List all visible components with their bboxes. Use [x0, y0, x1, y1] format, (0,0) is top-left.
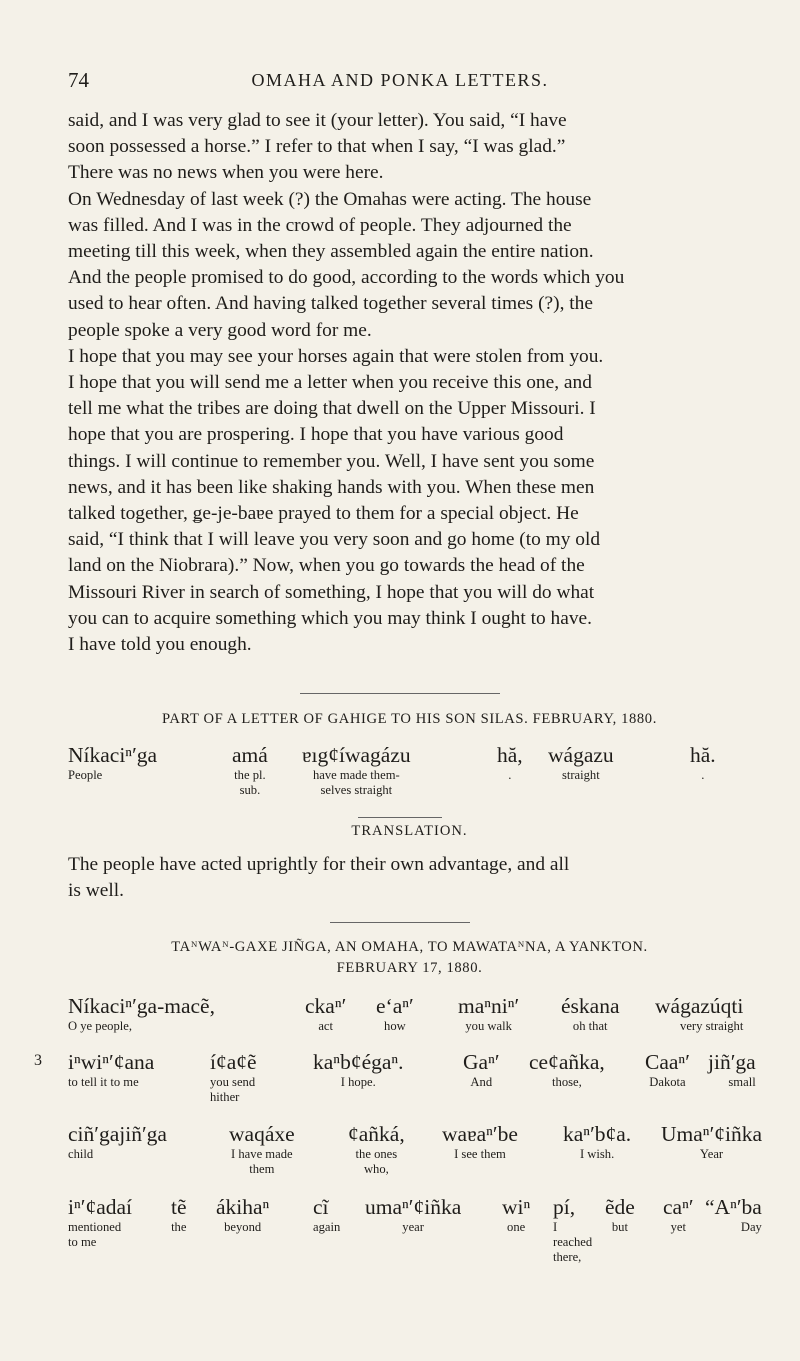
interlinear-word: [68, 1194, 132, 1250]
interlinear-line: [0, 1194, 800, 1294]
gloss: straight: [561, 768, 600, 782]
native-word: éskana: [561, 994, 620, 1018]
interlinear-word: [376, 993, 414, 1034]
native-word: ciñ′gajiñ′ga: [68, 1122, 167, 1146]
running-title: OMAHA AND PONKA LETTERS.: [251, 70, 549, 90]
text-line: I hope that you may see your horses again that were stolen from you.: [68, 345, 604, 367]
interlinear-word: [365, 1194, 461, 1235]
gloss: I see them: [454, 1147, 506, 1161]
section-divider: [300, 693, 500, 694]
native-word: wágazúqti: [655, 994, 744, 1018]
native-word: waqáxe: [229, 1122, 295, 1146]
gloss: oh that: [572, 1019, 608, 1033]
interlinear-word: [232, 742, 268, 798]
native-word: ¢añká,: [348, 1122, 405, 1146]
gloss: but: [611, 1220, 628, 1234]
text-line: is well.: [68, 880, 125, 902]
text-line: news, and it has been like shaking hands with you. When these men: [68, 476, 595, 498]
text-line: I have told you enough.: [68, 634, 252, 656]
gloss: small: [728, 1075, 756, 1089]
gloss: child: [68, 1147, 94, 1161]
interlinear-line: [0, 1049, 800, 1129]
native-word: Níkaciⁿ′ga: [68, 743, 158, 767]
gloss: the ones who,: [355, 1147, 398, 1176]
gloss: you send hither: [210, 1075, 256, 1104]
text-line: The people have acted uprightly for their own advantage, and all: [68, 854, 570, 875]
interlinear-word: [442, 1121, 518, 1162]
short-divider: [358, 817, 442, 818]
interlinear-word: [605, 1194, 635, 1235]
native-word: iⁿ′¢adaí: [68, 1195, 133, 1219]
interlinear-word: [302, 742, 411, 798]
gloss: the: [171, 1220, 187, 1234]
interlinear-word: [708, 1049, 756, 1090]
interlinear-word: [497, 742, 523, 783]
text-line: was filled. And I was in the crowd of people. They adjourned the: [68, 214, 572, 236]
interlinear-word: [690, 742, 716, 783]
interlinear-word: [563, 1121, 631, 1162]
gloss: how: [384, 1019, 406, 1033]
text-line: On Wednesday of last week (?) the Omahas were acting. The house: [68, 188, 592, 210]
native-word: ckaⁿ′: [305, 994, 347, 1018]
native-word: wiⁿ: [502, 1195, 531, 1219]
text-line: And the people promised to do good, according to the words which you: [68, 267, 625, 289]
interlinear-word: [561, 993, 620, 1034]
text-line: I hope that you will send me a letter when you receive this one, and: [68, 372, 592, 394]
text-line: Missouri River in search of something, I hope that you will do what: [68, 581, 595, 603]
page-number: 74: [68, 68, 89, 92]
interlinear-word: [68, 742, 157, 783]
native-word: kaⁿb¢égaⁿ.: [313, 1050, 404, 1074]
letter2-date: FEBRUARY 17, 1880.: [336, 960, 483, 976]
interlinear-word: [548, 742, 614, 783]
gloss: .: [508, 768, 512, 782]
native-word: waɐaⁿ′be: [442, 1122, 518, 1146]
interlinear-word: [655, 993, 743, 1034]
native-word: wágazu: [548, 743, 614, 767]
text-line: said, “I think that I will leave you very soon and go home (to my old: [68, 529, 601, 551]
interlinear-line-letter1: [0, 742, 800, 822]
native-word: ɐıg¢íwagázu: [302, 743, 411, 767]
native-word: ẽde: [605, 1195, 635, 1219]
line-number: 3: [34, 1052, 42, 1069]
text-line: you can to acquire something which you may think I ought to have.: [68, 607, 592, 629]
text-line: meeting till this week, when they assembled again the entire nation.: [68, 241, 594, 263]
gloss: I wish.: [579, 1147, 615, 1161]
native-word: amá: [232, 743, 268, 767]
gloss: And: [470, 1075, 493, 1089]
letter2-heading: TAᴺWAᴺ-GAXE JIÑGA, AN OMAHA, TO MAWATAᴺNA, A YANKTON.: [171, 939, 648, 955]
interlinear-line: [0, 1121, 800, 1201]
text-line: said, and I was very glad to see it (your letter). You said, “I have: [68, 110, 567, 131]
interlinear-word: [502, 1194, 530, 1235]
translation-text: [68, 852, 751, 904]
interlinear-word: [553, 1194, 592, 1265]
gloss: the pl. sub.: [234, 768, 266, 797]
gloss: those,: [552, 1075, 582, 1089]
gloss: to tell it to me: [68, 1075, 139, 1089]
text-line: things. I will continue to remember you. Well, I have sent you some: [68, 450, 595, 472]
native-word: jiñ′ga: [708, 1050, 756, 1074]
native-word: iⁿwiⁿ′¢ana: [68, 1050, 155, 1074]
native-word: hă.: [690, 743, 716, 767]
native-word: “Aⁿ′ba: [705, 1195, 762, 1219]
text-line: There was no news when you were here.: [68, 162, 384, 184]
interlinear-word: [313, 1194, 340, 1235]
gloss: I have made them: [231, 1147, 293, 1176]
native-word: caⁿ′: [663, 1195, 694, 1219]
native-word: kaⁿ′b¢a.: [563, 1122, 632, 1146]
interlinear-word: [229, 1121, 295, 1177]
gloss: I hope.: [340, 1075, 376, 1089]
text-line: land on the Niobrara).” Now, when you go towards the head of the: [68, 555, 585, 577]
native-word: umaⁿ′¢iñka: [365, 1195, 462, 1219]
gloss: mentioned to me: [68, 1220, 122, 1249]
gloss: very straight: [680, 1019, 744, 1033]
interlinear-word: [705, 1194, 762, 1235]
interlinear-word: [68, 993, 215, 1034]
intro-text: [68, 108, 751, 658]
native-word: ce¢añka,: [529, 1050, 605, 1074]
interlinear-word: [68, 1049, 154, 1090]
interlinear-word: [663, 1194, 694, 1235]
text-line: people spoke a very good word for me.: [68, 319, 372, 341]
gloss: O ye people,: [68, 1019, 132, 1033]
gloss: one: [507, 1220, 526, 1234]
native-word: Umaⁿ′¢iñka: [661, 1122, 763, 1146]
letter1-heading: PART OF A LETTER OF GAHIGE TO HIS SON SILAS. FEBRUARY, 1880.: [162, 711, 657, 727]
interlinear-word: [463, 1049, 500, 1090]
native-word: hă,: [497, 743, 523, 767]
text-line: talked together, ǥe-je-baɐe prayed to them for a special object. He: [68, 503, 579, 525]
native-word: e‘aⁿ′: [376, 994, 414, 1018]
native-word: maⁿniⁿ′: [458, 994, 520, 1018]
text-line: hope that you are prospering. I hope that you have various good: [68, 424, 564, 446]
interlinear-word: [210, 1049, 257, 1105]
native-word: ákihaⁿ: [216, 1195, 270, 1219]
interlinear-word: [68, 1121, 167, 1162]
gloss: People: [68, 768, 103, 782]
native-word: pí,: [553, 1195, 576, 1219]
interlinear-word: [645, 1049, 690, 1090]
gloss: Day: [740, 1220, 762, 1234]
gloss: beyond: [224, 1220, 262, 1234]
section-divider: [330, 922, 470, 923]
text-line: tell me what the tribes are doing that dwell on the Upper Missouri. I: [68, 398, 596, 420]
translation-label: TRANSLATION.: [351, 823, 468, 839]
gloss: Dakota: [649, 1075, 686, 1089]
interlinear-word: [171, 1194, 187, 1235]
native-word: tẽ: [171, 1195, 187, 1219]
gloss: again: [313, 1220, 341, 1234]
interlinear-word: [348, 1121, 405, 1177]
interlinear-word: [216, 1194, 269, 1235]
interlinear-word: [529, 1049, 605, 1090]
gloss: I reached there,: [553, 1220, 593, 1264]
gloss: Year: [699, 1147, 724, 1161]
native-word: í¢a¢ẽ: [210, 1050, 257, 1074]
native-word: cĩ: [313, 1195, 329, 1219]
interlinear-word: [661, 1121, 762, 1162]
text-line: used to hear often. And having talked together several times (?), the: [68, 293, 593, 315]
gloss: year: [402, 1220, 424, 1234]
gloss: .: [701, 768, 705, 782]
gloss: yet: [670, 1220, 686, 1234]
gloss: you walk: [465, 1019, 512, 1033]
native-word: Gaⁿ′: [463, 1050, 500, 1074]
interlinear-word: [313, 1049, 404, 1090]
interlinear-word: [305, 993, 346, 1034]
interlinear-word: [458, 993, 519, 1034]
text-line: soon possessed a horse.” I refer to that when I say, “I was glad.”: [68, 136, 566, 158]
native-word: Caaⁿ′: [645, 1050, 690, 1074]
gloss: have made them- selves straight: [312, 768, 400, 797]
gloss: act: [318, 1019, 333, 1033]
native-word: Níkaciⁿ′ga-macẽ,: [68, 994, 215, 1018]
